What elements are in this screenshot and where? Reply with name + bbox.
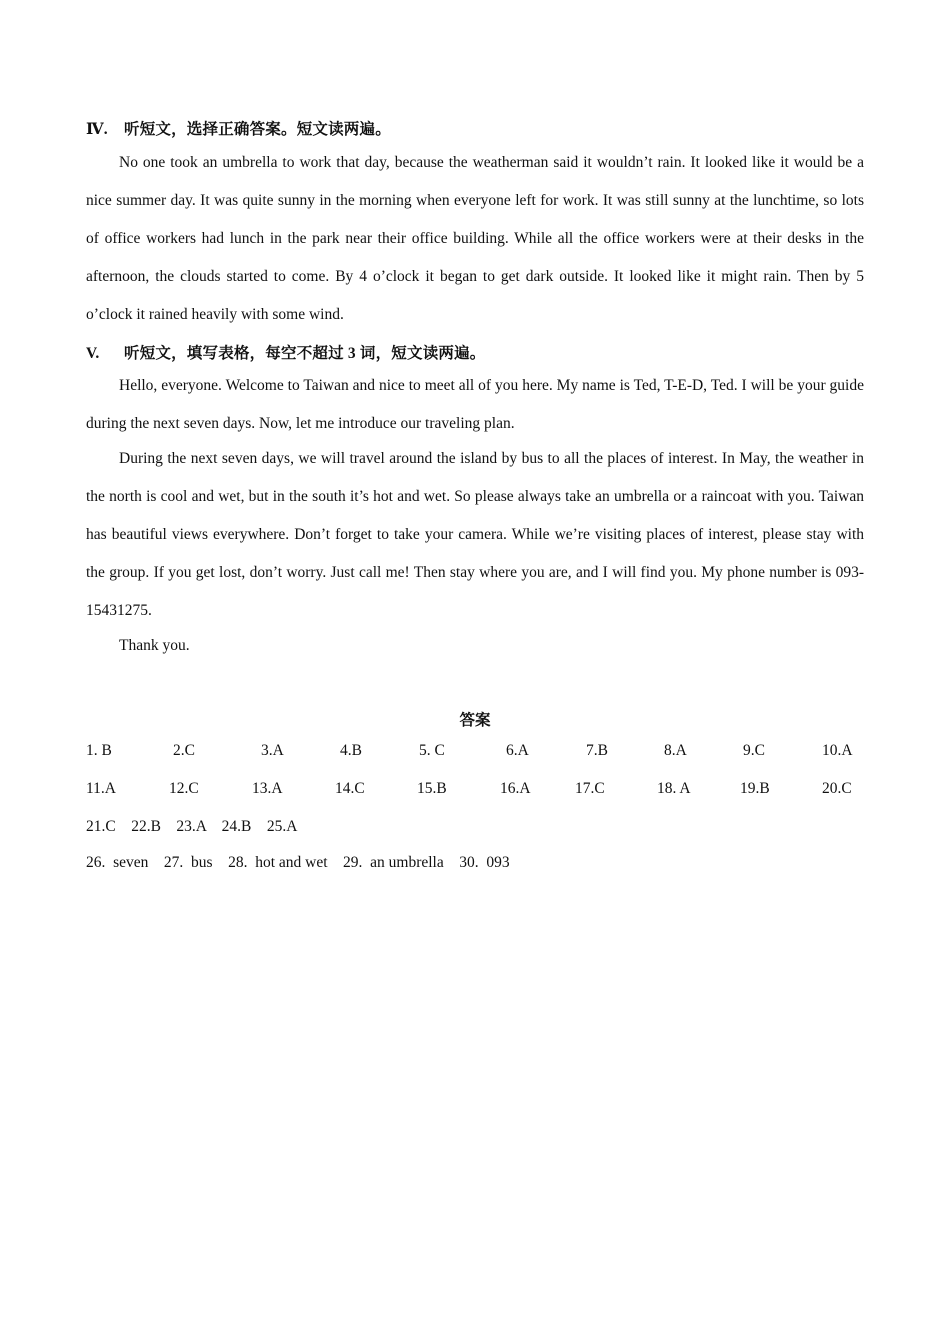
section-4-number: Ⅳ. (86, 121, 108, 138)
answer-item: 1. B (86, 742, 112, 759)
section-5-heading (86, 341, 486, 363)
section-5-paragraph-1: Hello, everyone. Welcome to Taiwan and nice to meet all of you here. My name is Ted, T-E-D, Ted. I will be your guide during the next seven days. Now, let me introduce our traveling plan. (86, 377, 864, 432)
section-5-number: V. (86, 345, 100, 362)
answer-item: 16.A (500, 780, 531, 797)
answers-title: 答案 (459, 712, 491, 729)
answer-item: 5. C (419, 742, 445, 759)
answer-item: 20.C (822, 780, 852, 797)
answer-item: 15.B (417, 780, 447, 797)
answers-row-3: 21.C 22.B 23.A 24.B 25.A (86, 818, 298, 835)
answer-item: 3.A (261, 742, 284, 759)
section-5-title: 听短文，填写表格，每空不超过 3 词，短文读两遍。 (124, 345, 486, 362)
answer-item: 7.B (586, 742, 608, 759)
answer-item: 8.A (664, 742, 687, 759)
answers-row-1 (86, 742, 876, 762)
section-4-passage: No one took an umbrella to work that day, because the weatherman said it wouldn’t rain. It looked like it would be a nice summer day. It was quite sunny in the morning when everyone left for work. It was still sunny at the lunchtime, so lots of office workers had lunch in the park near their office building. While all the office workers were at their desks in the afternoon, the clouds started to come. By 4 o’clock it began to get dark outside. It looked like it might rain. Then by 5 o’clock it rained heavily with some wind. (86, 154, 864, 323)
section-5-closing: Thank you. (119, 637, 190, 654)
section-5-paragraph-2: During the next seven days, we will travel around the island by bus to all the places of interest. In May, the weather in the north is cool and wet, but in the south it’s hot and wet. So please always take an umbrella or a raincoat with you. Taiwan has beautiful views everywhere. Don’t forget to take your camera. While we’re visiting places of interest, please stay with the group. If you get lost, don’t worry. Just call me! Then stay where you are, and I will find you. My phone number is 093-15431275. (86, 450, 864, 619)
answer-item: 19.B (740, 780, 770, 797)
answer-item: 12.C (169, 780, 199, 797)
answer-item: 11.A (86, 780, 116, 797)
answer-item: 4.B (340, 742, 362, 759)
answer-item: 17.C (575, 780, 605, 797)
answers-row-4: 26. seven 27. bus 28. hot and wet 29. an umbrella 30. 093 (86, 854, 510, 871)
answers-row-2 (86, 780, 876, 800)
section-4-title: 听短文，选择正确答案。短文读两遍。 (124, 121, 391, 138)
answer-item: 13.A (252, 780, 283, 797)
answer-item: 6.A (506, 742, 529, 759)
answer-item: 18. A (657, 780, 691, 797)
answer-item: 14.C (335, 780, 365, 797)
answer-item: 2.C (173, 742, 195, 759)
section-4-heading (86, 117, 391, 139)
answer-item: 9.C (743, 742, 765, 759)
answer-item: 10.A (822, 742, 853, 759)
